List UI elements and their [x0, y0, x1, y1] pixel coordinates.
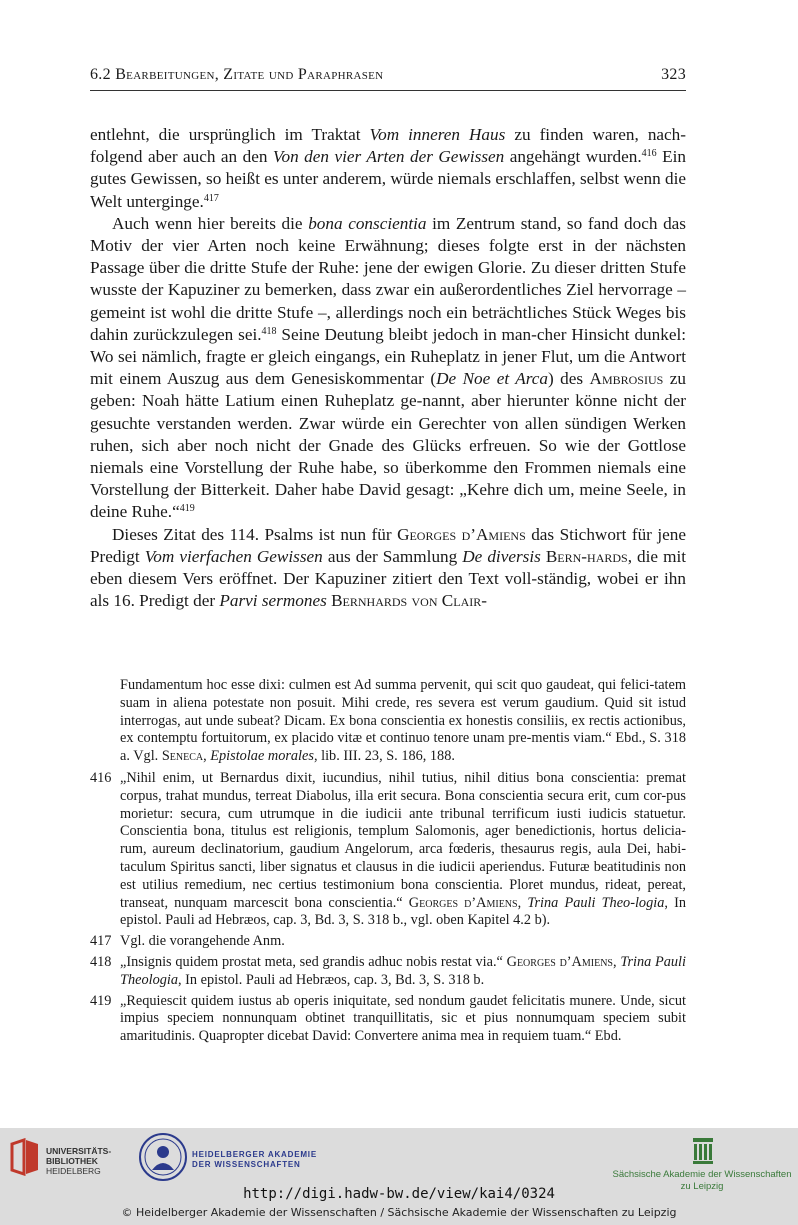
page-number: 323 [661, 66, 686, 83]
academy-seal-icon [138, 1132, 188, 1182]
ub-line-2: BIBLIOTHEK [46, 1156, 98, 1166]
footnote-416: 416 „Nihil enim, ut Bernardus dixit, iucundius, nihil tutius, nihil ditius bona conscientia: premat corpus, trahat mundus, terreat Diabolus, illa erit secura. Bona conscientia secura erit, cum cor-pus morietur: secura, cum utrumque in die iudicii ante tribunal terrificum iusti iudicis statuetur. Conscientia bona, titulus est religionis, templum Salomonis, ager benedictionis, hortus delicia-rum, aureum declinatorium, gaudium Angelorum, arca fœderis, thesaurus regis, aula Dei, habi-taculum Spiritus sancti, liber signatus et clausus in die iudicii aperiendus. Futuræ beatitudinis non est utilius remedium, nec certius testimonium bona conscientia. Ploret mundus, rideat, pereat, transeat, nunquam marcescit bona conscientia.“ Georges d’Amiens, Trina Pauli Theo-logia, In epistol. Pauli ad Hebræos, cap. 3, Bd. 3, S. 318 b., vgl. oben Kapitel 4.2 b). [90, 769, 686, 929]
permalink-url[interactable]: http://digi.hadw-bw.de/view/kai4/0324 [243, 1186, 555, 1202]
footnote-ref-416: 416 [641, 148, 657, 160]
paragraph-2: Auch wenn hier bereits die bona conscientia im Zentrum stand, so fand doch das Motiv der vier Arten noch keine Erwähnung; dieses folgte erst in der nächsten Passage über die dritte Stufe der Ruhe: jene der ewigen Glorie. Zu dieser dritten Stufe wusste der Kapuziner zu bemerken, dass zwar ein außerordentliches Ziel hervorrage – gemeint ist wohl die dritte Stufe –, allerdings noch ein beträchtliches Stück Weges bis dahin zurückzulegen sei.$^{418}$ Seine Deutung bleibt jedoch in man-cher Hinsicht dunkel: Wo sei nämlich, fragte er gleich eingangs, ein Ruheplatz in jener Flut, um die Antwort mit einem Auszug aus dem Genesiskommentar (De Noe et Arca) des Ambrosius zu geben: Noah hätte Latium einen Ruheplatz ge-nannt, aber hierunter könne nicht der gesuchte verstanden werden. Zwar würde ein Gerechter von allen sündigen Werken ruhen, sich aber noch nicht der Gnade des Glücks erfreuen. So wie der Gottlose niemals eine Vorstellung der Ruhe habe, so überkomme den Frommen niemals eine Vorstellung der Bitterkeit. Daher habe David gesagt: „Kehre dich um, meine Seele, in deine Ruhe.“$^{419}$ [90, 213, 686, 522]
section-title: 6.2 Bearbeitungen, Zitate und Paraphrasen [90, 66, 384, 83]
building-columns-icon [692, 1136, 714, 1164]
footnote-ref-419: 419 [179, 503, 195, 515]
footnotes [90, 677, 686, 1049]
university-library-logo[interactable] [10, 1138, 140, 1182]
ub-line-3: HEIDELBERG [46, 1166, 101, 1176]
footnote-417: 417 Vgl. die vorangehende Anm. [90, 933, 285, 950]
hadw-line-1: HEIDELBERGER AKADEMIE [192, 1150, 317, 1159]
footnote-ref-418: 418 [261, 325, 277, 337]
footnote-number: 419 [90, 992, 112, 1009]
ub-line-1: UNIVERSITÄTS- [46, 1146, 112, 1156]
footnote-number: 417 [90, 933, 112, 950]
footnote-418: 418 „Insignis quidem prostat meta, sed grandis adhuc nobis restat via.“ Georges d’Amiens, Trina Pauli Theologia, In epistol. Pauli ad Hebræos, cap. 3, Bd. 3, S. 318 b. [90, 953, 687, 988]
footnote-ref-417: 417 [203, 192, 219, 204]
footnote-continuation: Fundamentum hoc esse dixi: culmen est Ad summa pervenit, qui scit quo gaudeat, qui felici-tatem suam in aliena potestate non posuit. Mihi crede, res severa est verum gaudium. Quid sit istud interrogas, aut unde subeat? Dicam. Ex bona conscientia ex honestis consiliis, ex rectis actionibus, ex contemptu fortuitorum, ex placido vitæ et continuo tenore unam pre-mentis viam.“ Ebd., S. 318 a. Vgl. Seneca, Epistolae morales, lib. III. 23, S. 186, 188. [120, 677, 686, 765]
footnote-419: 419 „Requiescit quidem iustus ab operis iniquitate, sed nondum gaudet felicitatis munere. Unde, sicut impius speciem nonnunquam obtinet tranquillitatis, sic et pius nonnumquam speciem subit amaritudinis. Quapropter dicebat David: Convertere anima mea in requiem tuam.“ Ebd. [90, 992, 686, 1045]
hadw-line-2: DER WISSENSCHAFTEN [192, 1160, 301, 1169]
paragraph-3: Dieses Zitat des 114. Psalms ist nun für Georges d’Amiens das Stichwort für jene Predigt Vom vierfachen Gewissen aus der Sammlung De diversis Bern-hards, die mit eben diesem Vers eröffnet. Der Kapuziner zitiert den Text voll-ständig, wobei er ihn als 16. Predigt der Parvi sermones Bernhards von Clair- [90, 524, 687, 611]
running-head [90, 66, 686, 88]
saw-line-2: zu Leipzig [680, 1181, 724, 1192]
footnote-number: 418 [90, 953, 112, 970]
saw-line-1: Sächsische Akademie der Wissenschaften [612, 1169, 792, 1180]
copyright-notice: © Heidelberger Akademie der Wissenschaften / Sächsische Akademie der Wissenschaften zu Leipzig [121, 1206, 677, 1219]
library-book-icon [10, 1138, 40, 1176]
paragraph-1: entlehnt, die ursprünglich im Traktat Vom inneren Haus zu finden waren, nach-folgend aber auch an den Von den vier Arten der Gewissen angehängt wurden.$^{416}$ Ein gutes Gewissen, so heißt es unter anderem, würde niemals erschlaffen, selbst wenn die Welt unterginge.$^{417}$ [90, 125, 686, 211]
main-text [90, 124, 686, 612]
footnote-number: 416 [90, 769, 112, 786]
header-rule [90, 90, 686, 91]
viewer-footer [0, 1128, 798, 1225]
academy-heidelberg-logo[interactable] [138, 1132, 338, 1188]
